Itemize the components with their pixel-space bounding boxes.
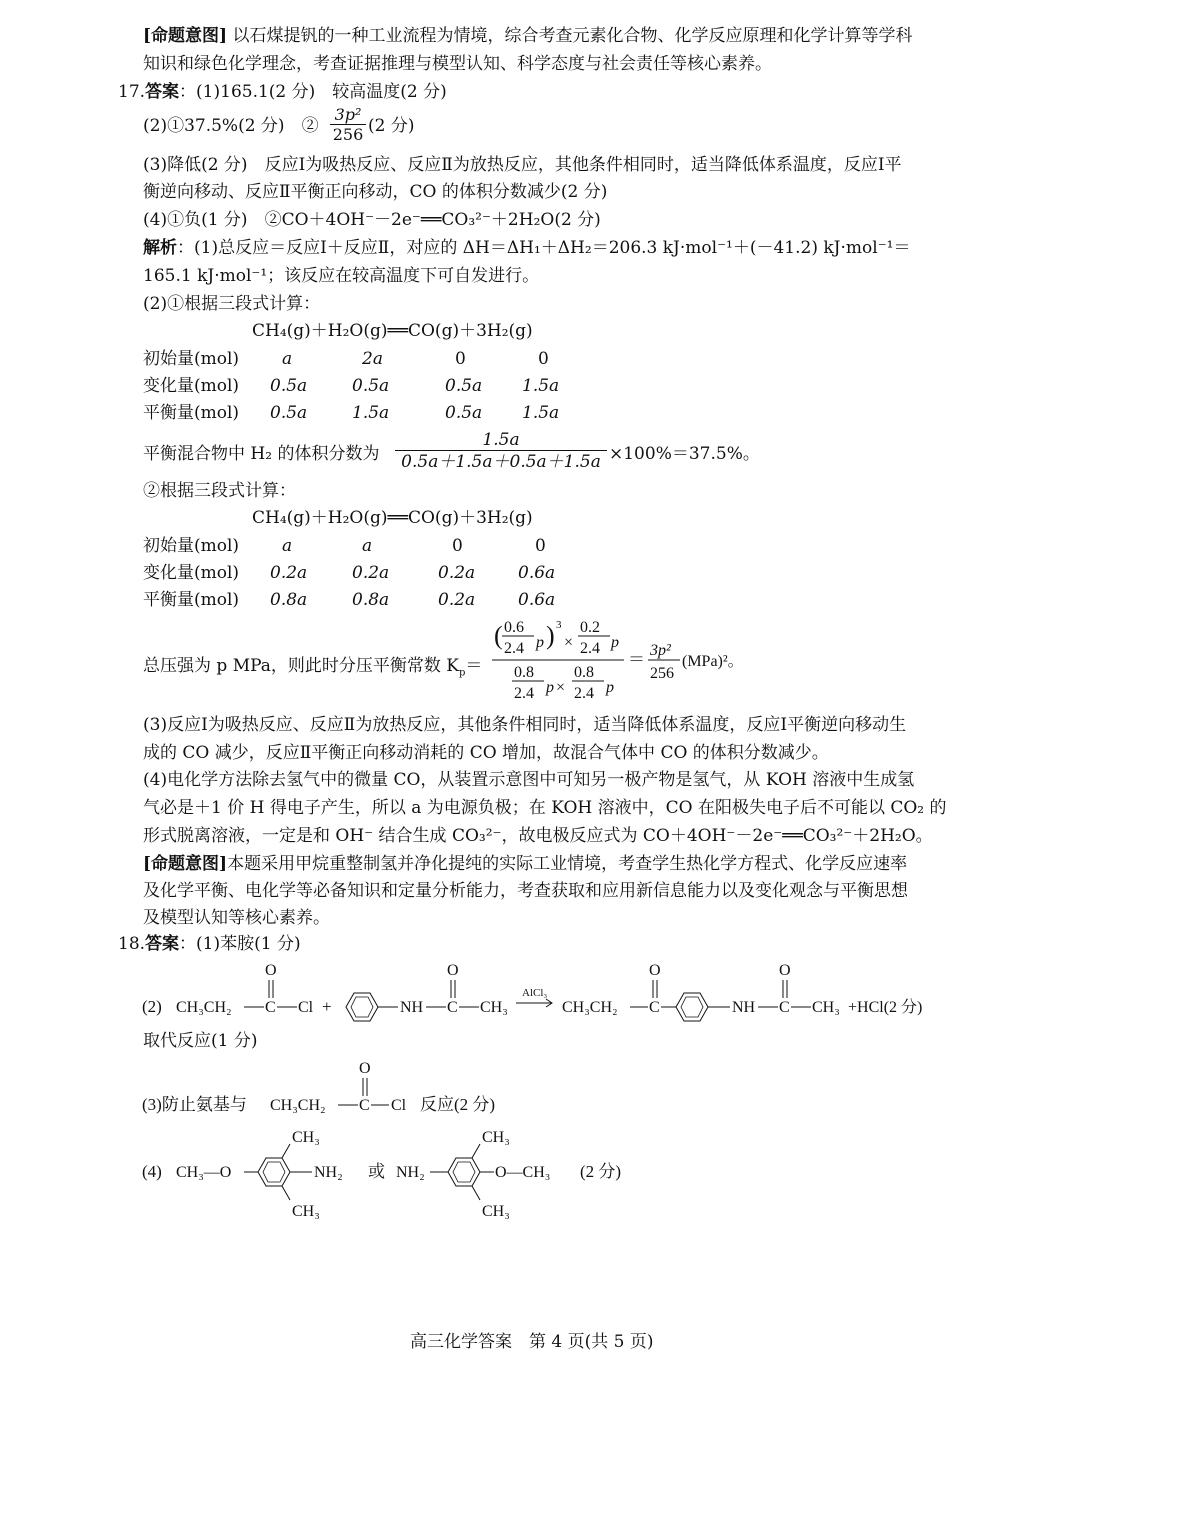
chlorine: Cl — [298, 999, 314, 1016]
q18-reaction-type: 取代反应(1 分) — [143, 1031, 258, 1051]
carbonyl-oxygen: O — [359, 1060, 371, 1077]
q17-answer-2-prefix: (2)①37.5%(2 分) ② — [143, 116, 319, 136]
p-symbol: p — [606, 679, 614, 696]
answer-text: ：(1)苯胺(1 分) — [179, 934, 301, 954]
methoxy-group: O—CH₃ — [495, 1164, 551, 1181]
table-cell: 0.5a — [270, 376, 308, 396]
intent-text: 本题采用甲烷重整制氢并净化提纯的实际工业情境，考查学生热化学方程式、化学反应速率 — [227, 854, 908, 874]
q17-part3-line1: (3)反应Ⅰ为吸热反应、反应Ⅱ为放热反应，其他条件相同时，适当降低体系温度，反应Ⅰ平衡逆向移动生 — [143, 715, 907, 735]
part-label: (2) — [142, 997, 162, 1016]
table-cell: a — [282, 349, 293, 369]
intent-text: 以石煤提钒的一种工业流程为情境，综合考查元素化合物、化学反应原理和化学计算等学科 — [232, 26, 913, 46]
methyl-group: CH₃ — [482, 1129, 510, 1146]
table-row-label: 变化量(mol) — [143, 376, 240, 396]
frac-d-num: 0.8 — [574, 664, 594, 681]
q17-intent-line3: 及模型认知等核心素养。 — [143, 908, 330, 928]
frac-d-den: 2.4 — [574, 685, 594, 702]
table-row-label: 初始量(mol) — [143, 349, 240, 369]
table-cell: 0.2a — [352, 563, 390, 583]
result-unit: (MPa)²。 — [682, 653, 744, 670]
answer-label: 答案 — [145, 82, 180, 102]
catalyst-label: AlCl₃ — [522, 987, 548, 999]
q16-intent-line2: 知识和绿色化学理念，考查证据推理与模型认知、科学态度与社会责任等核心素养。 — [143, 54, 772, 74]
methyl-group: CH₃ — [480, 999, 508, 1016]
ethyl-group: CH₃CH₂ — [270, 1097, 326, 1114]
methyl-group: CH₃ — [292, 1203, 320, 1220]
byproduct-score: +HCl(2 分) — [848, 999, 923, 1016]
kp-text: 总压强为 p MPa，则此时分压平衡常数 K — [143, 656, 460, 676]
q17-part4-line1: (4)电化学方法除去氢气中的微量 CO，从装置示意图中可知另一极产物是氢气，从 KOH 溶液中生成氢 — [143, 770, 915, 790]
carbonyl-carbon: C — [779, 999, 790, 1016]
ethyl-group: CH₃CH₂ — [562, 999, 618, 1016]
or-word: 或 — [368, 1162, 385, 1181]
friedel-crafts-reaction — [140, 958, 960, 1028]
result-numerator: 3p² — [650, 642, 671, 659]
q17-analysis-line1 — [143, 240, 910, 257]
plus-sign: + — [322, 997, 332, 1016]
exponent-3: 3 — [556, 619, 562, 631]
reaction-equation-1: CH₄(g)＋H₂O(g)══CO(g)＋3H₂(g) — [252, 321, 533, 341]
fraction-numerator: 3p² — [334, 105, 362, 124]
q17-part2-title: (2)①根据三段式计算： — [143, 294, 321, 314]
times-sign: × — [564, 634, 574, 651]
p-symbol: p — [611, 634, 619, 651]
table-cell: 0 — [455, 349, 466, 369]
table-cell: 2a — [362, 349, 383, 369]
kp-answer-fraction — [330, 106, 366, 145]
frac-b-num: 0.2 — [580, 619, 600, 636]
frac-a-num: 0.6 — [504, 619, 524, 636]
table-cell: 0.5a — [270, 403, 308, 423]
carbonyl-carbon: C — [265, 999, 276, 1016]
table-cell: 0.5a — [445, 403, 483, 423]
frac-a-den: 2.4 — [504, 640, 524, 657]
methyl-group: CH₃ — [812, 999, 840, 1016]
carbonyl-oxygen: O — [265, 962, 277, 979]
q17-analysis-line2: 165.1 kJ·mol⁻¹；该反应在较高温度下可自发进行。 — [143, 266, 540, 286]
table-row-label: 平衡量(mol) — [143, 590, 240, 610]
part3-prefix: (3)防止氨基与 — [142, 1095, 247, 1114]
table-cell: 0.8a — [270, 590, 308, 610]
table-cell: a — [362, 536, 373, 556]
table-cell: 0.2a — [270, 563, 308, 583]
carbonyl-oxygen: O — [779, 962, 791, 979]
part4-score: (2 分) — [580, 1162, 622, 1181]
q18-part4-structures — [140, 1120, 660, 1220]
q18-part3 — [140, 1058, 540, 1118]
left-paren: ( — [494, 621, 503, 650]
table-cell: 0 — [538, 349, 549, 369]
methoxy-group: CH₃—O — [176, 1164, 232, 1181]
analysis-label: 解析 — [143, 238, 177, 258]
fraction-denominator: 256 — [332, 125, 364, 144]
q17-intent-line2: 及化学平衡、电化学等必备知识和定量分析能力，考查获取和应用新信息能力以及变化观念与平衡思想 — [143, 881, 908, 901]
kp-subscript: p — [459, 667, 466, 679]
intent-tag: [命题意图] — [143, 26, 228, 46]
table-row-label: 平衡量(mol) — [143, 403, 240, 423]
h2-volume-fraction — [395, 430, 607, 473]
carbonyl-carbon: C — [649, 999, 660, 1016]
q17-part2b-title: ②根据三段式计算： — [143, 481, 296, 501]
chlorine: Cl — [391, 1097, 407, 1114]
part4-label: (4) — [142, 1162, 162, 1181]
q17-answer-3-line1: (3)降低(2 分) 反应Ⅰ为吸热反应、反应Ⅱ为放热反应，其他条件相同时，适当降低体系温度，反应Ⅰ平 — [143, 155, 902, 175]
table-cell: 1.5a — [352, 403, 390, 423]
methyl-group: CH₃ — [482, 1203, 510, 1220]
page-footer: 高三化学答案 第 4 页(共 5 页) — [410, 1332, 654, 1352]
ethyl-group: CH₃CH₂ — [176, 999, 232, 1016]
carbonyl-carbon: C — [447, 999, 458, 1016]
table-cell: 0 — [452, 536, 463, 556]
q16-intent-line1 — [143, 28, 913, 45]
answer-label: 答案 — [145, 934, 180, 954]
amino-group: NH₂ — [396, 1164, 425, 1181]
table-cell: 0.2a — [438, 590, 476, 610]
q17-answer-3-line2: 衡逆向移动、反应Ⅱ平衡正向移动，CO 的体积分数减少(2 分) — [143, 182, 608, 202]
reaction-equation-2: CH₄(g)＋H₂O(g)══CO(g)＋3H₂(g) — [252, 508, 533, 528]
frac-c-num: 0.8 — [514, 664, 534, 681]
carbonyl-oxygen: O — [649, 962, 661, 979]
answer-text: ：(1)165.1(2 分) 较高温度(2 分) — [179, 82, 447, 102]
table-cell: a — [282, 536, 293, 556]
result-denominator: 256 — [650, 665, 674, 682]
q18-answer-line1 — [118, 936, 301, 953]
h2-fraction-result: ×100%＝37.5%。 — [609, 444, 760, 464]
amide-nh: NH — [400, 999, 424, 1016]
intent-tag: [命题意图] — [143, 854, 228, 874]
kp-expression — [490, 614, 760, 704]
q17-part4-line3: 形式脱离溶液，一定是和 OH⁻ 结合生成 CO₃²⁻，故电极反应式为 CO＋4OH⁻－2e⁻══CO₃²⁻＋2H₂O。 — [143, 826, 933, 846]
table-cell: 1.5a — [522, 376, 560, 396]
analysis-text: ：(1)总反应＝反应Ⅰ＋反应Ⅱ，对应的 ΔH＝ΔH₁＋ΔH₂＝206.3 kJ·mol⁻¹＋(－41.2) kJ·mol⁻¹＝ — [177, 238, 911, 258]
h2-fraction-prefix: 平衡混合物中 H₂ 的体积分数为 — [143, 444, 380, 464]
table-cell: 0 — [535, 536, 546, 556]
p-symbol: p — [546, 679, 554, 696]
table-cell: 0.6a — [518, 563, 556, 583]
table-cell: 0.2a — [438, 563, 476, 583]
table-cell: 0.5a — [445, 376, 483, 396]
table-row-label: 变化量(mol) — [143, 563, 240, 583]
right-paren: ) — [546, 621, 555, 650]
p-symbol: p — [536, 634, 544, 651]
table-cell: 1.5a — [522, 403, 560, 423]
kp-prefix: 总压强为 p MPa，则此时分压平衡常数 $K_p=$ — [143, 656, 483, 679]
q17-answer-4: (4)①负(1 分) ②CO＋4OH⁻－2e⁻══CO₃²⁻＋2H₂O(2 分) — [143, 210, 601, 230]
table-cell: 0.5a — [352, 376, 390, 396]
table-cell: 0.6a — [518, 590, 556, 610]
times-sign: × — [556, 679, 566, 696]
amide-nh: NH — [732, 999, 756, 1016]
table-cell: 0.8a — [352, 590, 390, 610]
equals-sign: ＝ — [628, 650, 645, 669]
q17-part4-line2: 气必是＋1 价 H 得电子产生，所以 a 为电源负极；在 KOH 溶液中，CO 在阳极失电子后不可能以 CO₂ 的 — [143, 798, 947, 818]
question-number: 17. — [118, 82, 146, 102]
q17-answer-2-score: (2 分) — [368, 116, 415, 136]
q17-part3-line2: 成的 CO 减少，反应Ⅱ平衡正向移动消耗的 CO 增加，故混合气体中 CO 的体积分数减少。 — [143, 743, 829, 763]
q17-answer-line1 — [118, 84, 447, 101]
table-row-label: 初始量(mol) — [143, 536, 240, 556]
q17-intent-line1 — [143, 856, 907, 873]
fraction-numerator: 1.5a — [482, 430, 520, 450]
frac-c-den: 2.4 — [514, 685, 534, 702]
question-number: 18. — [118, 934, 146, 954]
carbonyl-carbon: C — [359, 1097, 370, 1114]
fraction-denominator: 0.5a＋1.5a＋0.5a＋1.5a — [401, 452, 601, 472]
part3-suffix: 反应(2 分) — [420, 1095, 496, 1114]
methyl-group: CH₃ — [292, 1129, 320, 1146]
carbonyl-oxygen: O — [447, 962, 459, 979]
amino-group: NH₂ — [314, 1164, 343, 1181]
frac-b-den: 2.4 — [580, 640, 600, 657]
